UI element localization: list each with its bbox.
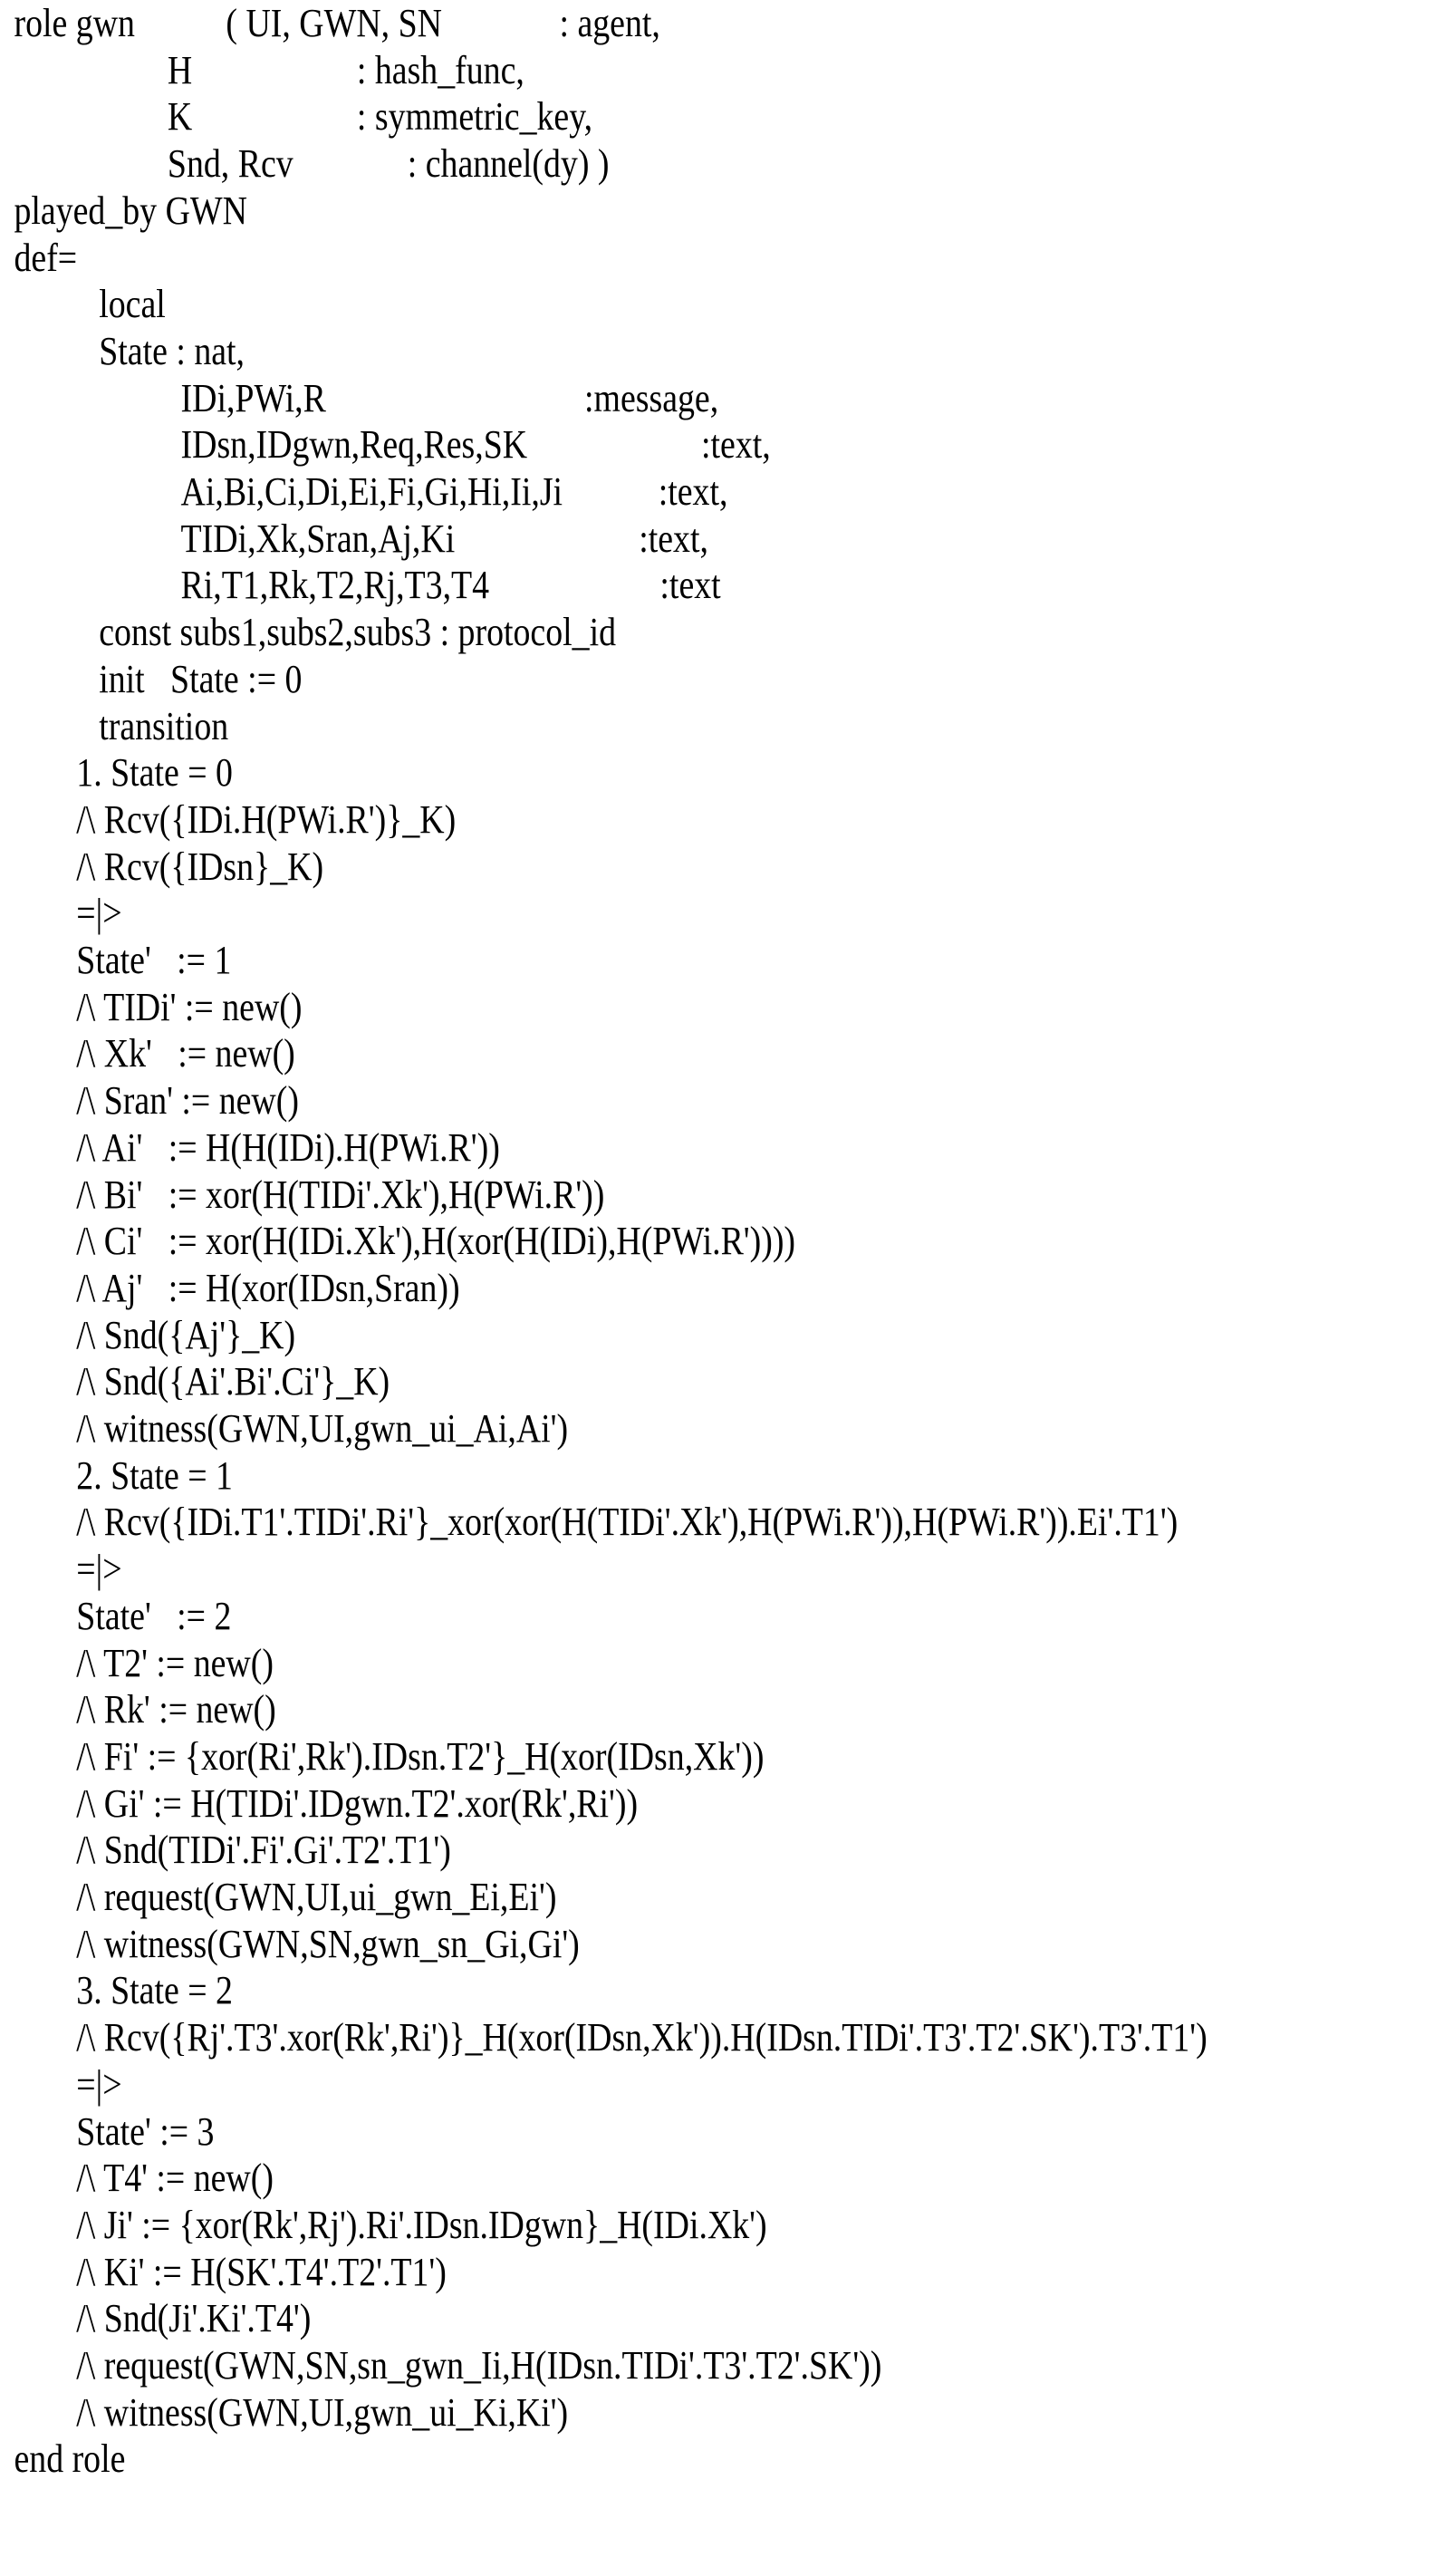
transition-statement: /\ Ci' := xor(H(IDi.Xk'),H(xor(H(IDi),H(PWi.R')))) [76,1219,796,1264]
transition-statement: =|> [76,2061,122,2107]
transition-statement: /\ request(GWN,UI,ui_gwn_Ei,Ei') [76,1875,557,1919]
transition-statement: State' := 3 [76,2108,215,2154]
var-decl-line [0,421,771,468]
transition-statement: /\ Rcv({Rj'.T3'.xor(Rk',Ri')}_H(xor(IDsn,Xk')).H(IDsn.TIDi'.T3'.T2'.SK').T3'.T1') [76,2015,1208,2060]
var-decl-line [0,516,708,563]
transition-statement: /\ request(GWN,SN,sn_gwn_Ii,H(IDsn.TIDi'.T3'.T2'.SK')) [76,2343,882,2388]
def-keyword: def= [14,235,78,280]
hash-type: : hash_func, [356,47,524,92]
transition-statement: /\ Rcv({IDsn}_K) [76,844,324,889]
transition-statement: /\ Ki' := H(SK'.T4'.T2'.T1') [76,2249,447,2294]
transition-line [0,703,229,750]
local-line [0,281,166,328]
transition-statement: /\ Rcv({IDi.T1'.TIDi'.Ri'}_xor(xor(H(TIDi'.Xk'),H(PWi.R')),H(PWi.R')).Ei'.T1') [76,1500,1179,1545]
var-type: :text, [658,469,728,514]
role-declaration-line [0,0,660,47]
transition-statement: =|> [76,891,122,936]
transition-statement: State' := 2 [76,1593,232,1638]
transition-statement: /\ Rk' := new() [76,1687,276,1732]
hash-param-line [0,47,524,94]
transition-statement: /\ Aj' := H(xor(IDsn,Sran)) [76,1265,460,1310]
transition-statement: /\ Bi' := xor(H(TIDi'.Xk'),H(PWi.R')) [76,1172,605,1217]
played-by-line [0,188,247,235]
transition-statement: /\ witness(GWN,UI,gwn_ui_Ai,Ai') [76,1406,569,1451]
agent-type: : agent, [559,1,660,45]
transition-statement: 2. State = 1 [76,1452,233,1498]
var-decl-line [0,375,719,422]
state-decl: State : nat, [99,328,245,373]
key-param: K [167,94,193,140]
const-line [0,609,617,656]
transition-statement: /\ Xk' := new() [76,1031,295,1076]
var-names: Ai,Bi,Ci,Di,Ei,Fi,Gi,Hi,Ii,Ji [180,469,563,514]
transition-keyword: transition [99,703,229,748]
const-decl: const subs1,subs2,subs3 : protocol_id [99,610,617,655]
var-type: :message, [584,375,719,420]
transition-statement: 3. State = 2 [76,1968,233,2013]
key-param-line [0,93,593,140]
transition-statement: /\ Rcv({IDi.H(PWi.R')}_K) [76,796,457,842]
transition-statement: /\ Snd({Ai'.Bi'.Ci'}_K) [76,1359,390,1404]
transition-statement: /\ witness(GWN,UI,gwn_ui_Ki,Ki') [76,2389,569,2435]
var-names: Ri,T1,Rk,T2,Rj,T3,T4 [180,563,490,608]
agent-params: ( UI, GWN, SN [226,1,442,45]
var-type: :text [659,563,721,608]
transition-statement: /\ Snd({Aj'}_K) [76,1312,296,1357]
transition-statement: /\ Fi' := {xor(Ri',Rk').IDsn.T2'}_H(xor(IDsn,Xk')) [76,1733,765,1779]
transition-statement: =|> [76,1547,122,1592]
var-names: TIDi,Xk,Sran,Aj,Ki [180,516,456,561]
init-line [0,656,303,703]
channel-type: : channel(dy) ) [407,141,610,187]
var-decl-line [0,468,728,516]
channel-params: Snd, Rcv [167,141,293,187]
def-line [0,235,78,282]
played-by: played_by GWN [14,188,247,233]
transition-statement: /\ Ai' := H(H(IDi).H(PWi.R')) [76,1124,500,1170]
transition-statement: /\ Snd(TIDi'.Fi'.Gi'.T2'.T1') [76,1828,451,1873]
local-keyword: local [99,282,166,327]
transition-statement: /\ Sran' := new() [76,1078,299,1124]
transition-statement: /\ Ji' := {xor(Rk',Rj').Ri'.IDsn.IDgwn}_H(IDi.Xk') [76,2202,767,2247]
var-decl-line [0,562,721,609]
init-decl: init State := 0 [99,656,303,701]
hash-param: H [167,47,193,92]
key-type: : symmetric_key, [356,94,593,140]
transition-statement: /\ T2' := new() [76,1640,274,1685]
state-decl-line [0,328,245,375]
transition-statement: /\ T4' := new() [76,2156,274,2201]
transition-statement: /\ TIDi' := new() [76,984,303,1029]
channel-param-line [0,140,610,188]
transition-statement: 1. State = 0 [76,750,233,796]
transition-statement: /\ Gi' := H(TIDi'.IDgwn.T2'.xor(Rk',Ri')) [76,1780,639,1826]
role-name: role gwn [14,1,135,45]
var-names: IDsn,IDgwn,Req,Res,SK [180,422,528,468]
end-role-line [0,2436,126,2483]
transition-statement: State' := 1 [76,938,232,982]
var-names: IDi,PWi,R [180,375,326,420]
transition-statement: /\ Snd(Ji'.Ki'.T4') [76,2296,312,2341]
end-role: end role [14,2436,126,2481]
var-type: :text, [701,422,771,468]
transition-statement: /\ witness(GWN,SN,gwn_sn_Gi,Gi') [76,1921,580,1966]
var-type: :text, [639,516,708,561]
